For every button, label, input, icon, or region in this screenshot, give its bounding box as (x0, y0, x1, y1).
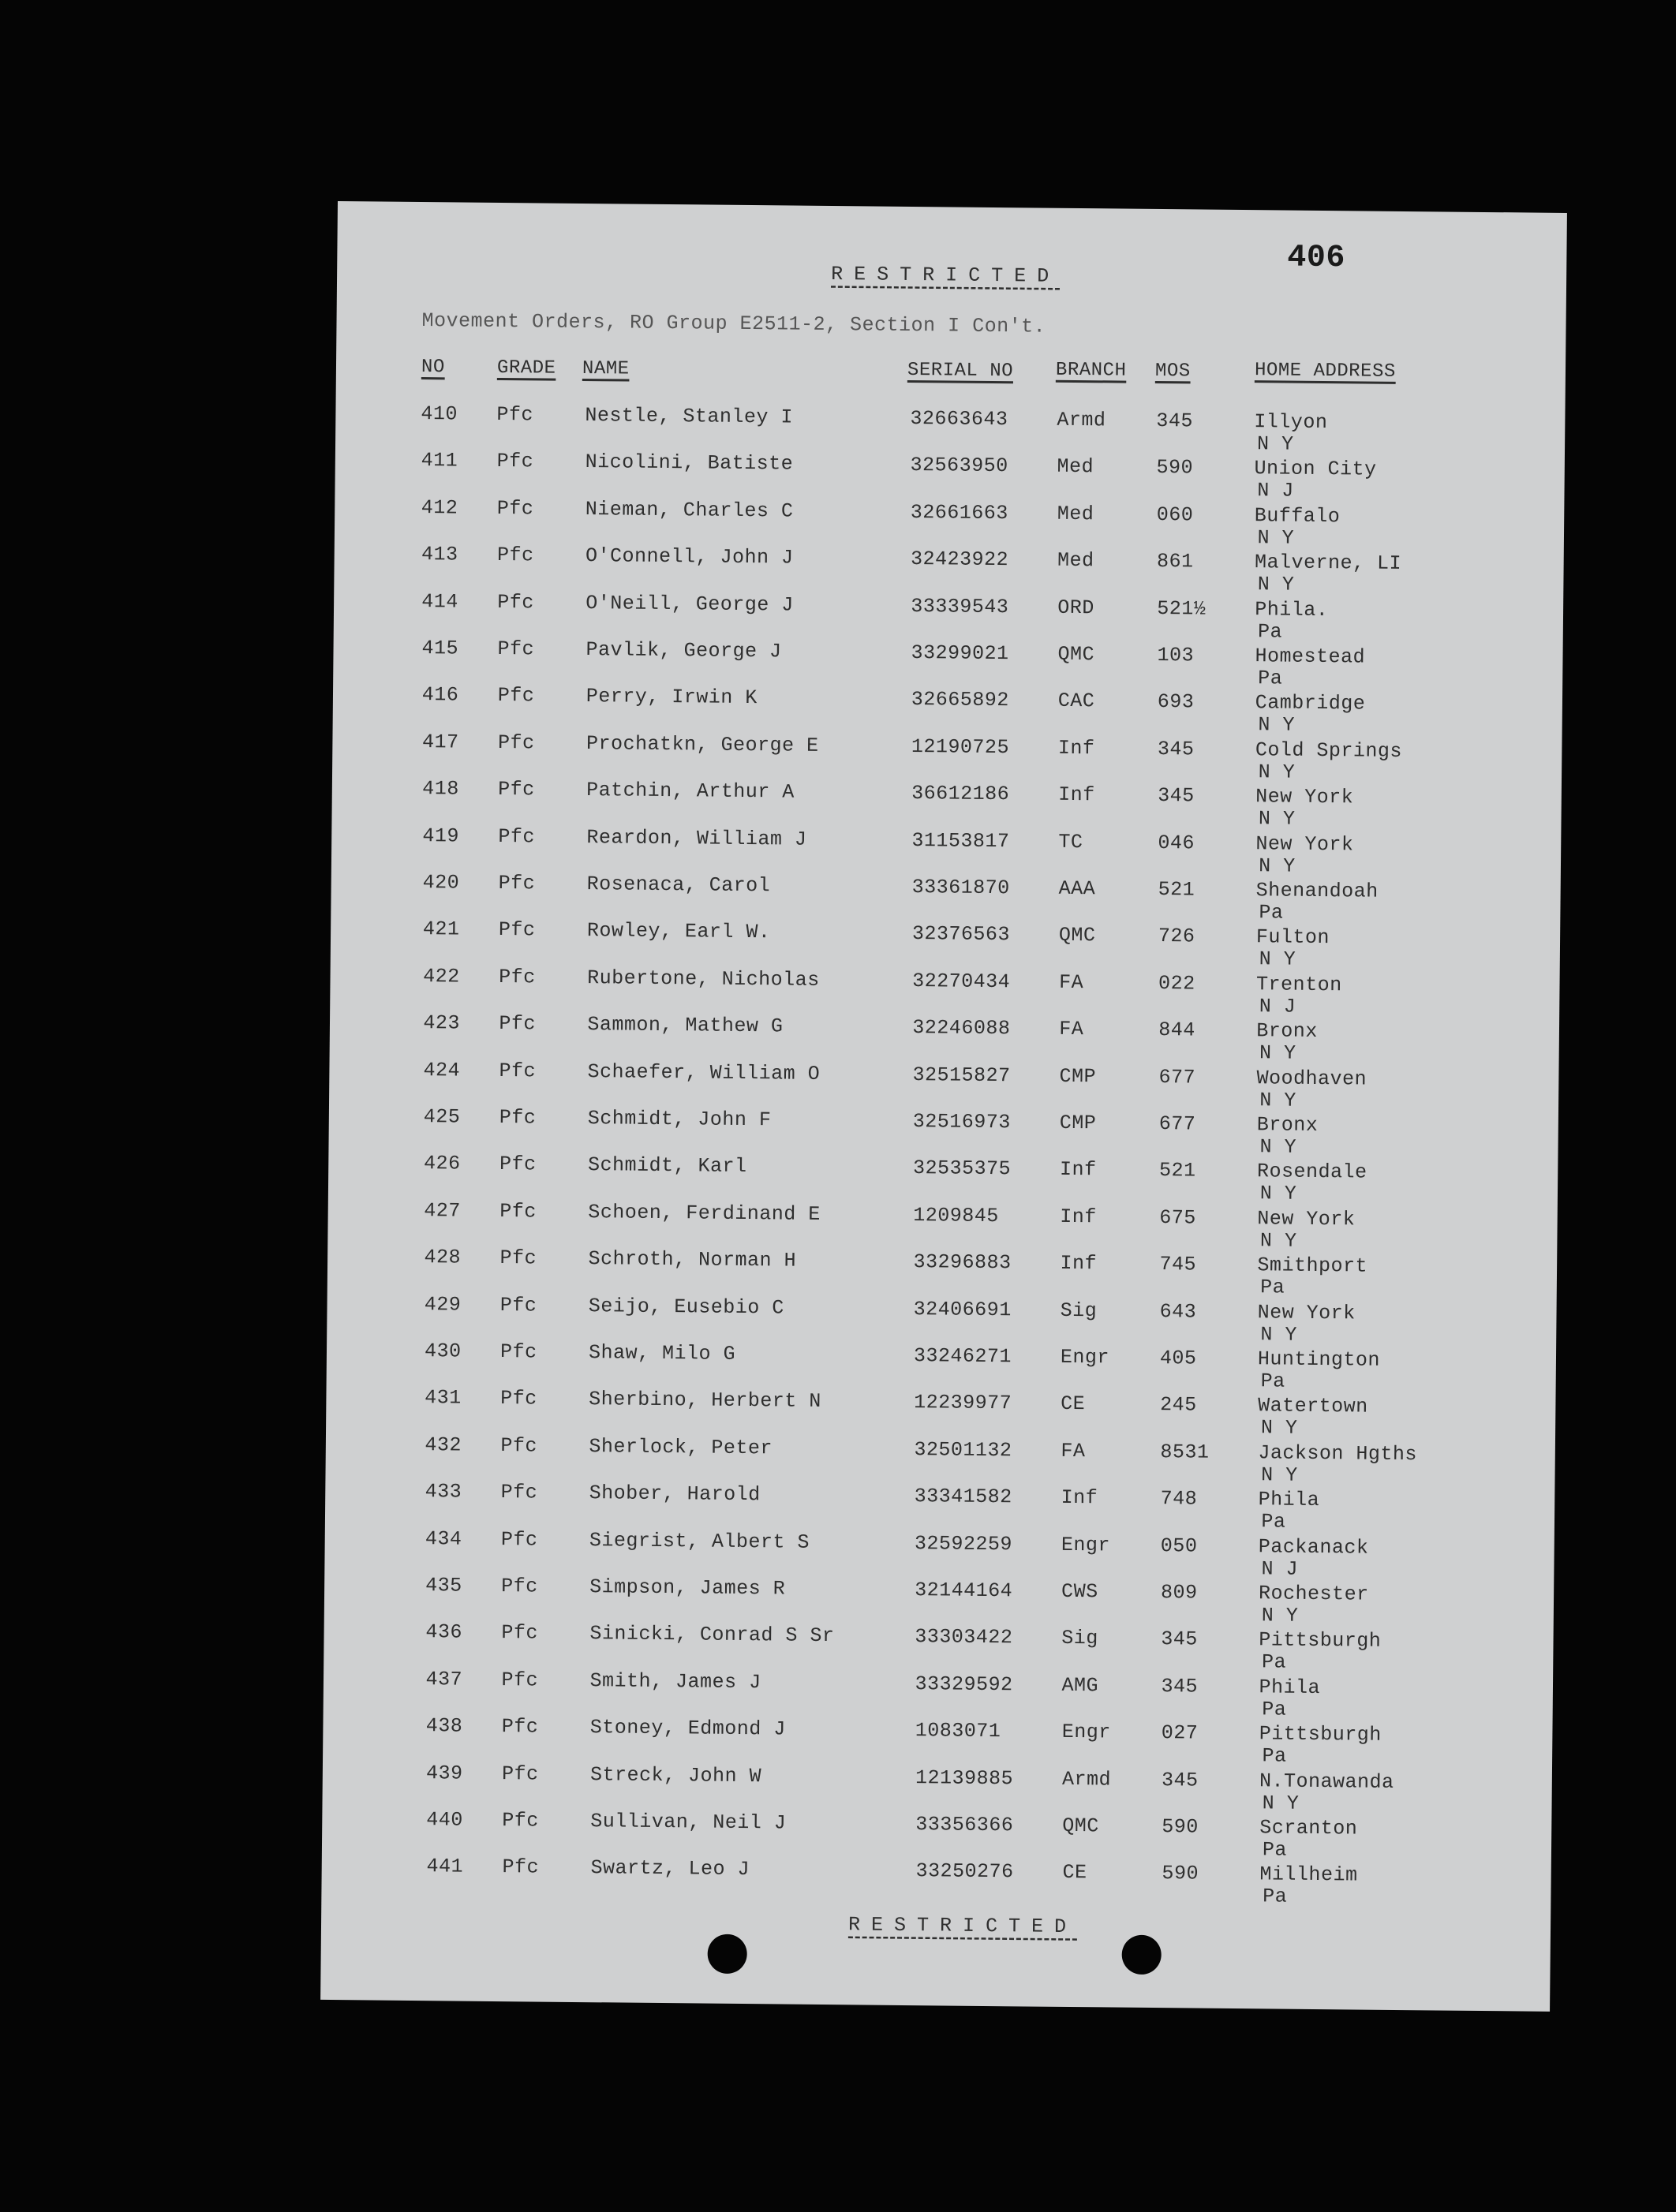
row-number: 424 (423, 1058, 461, 1082)
grade: Pfc (499, 965, 536, 989)
branch: CAC (1057, 689, 1095, 713)
name: Patchin, Arthur A (586, 779, 795, 804)
page-number: 406 (1287, 240, 1346, 277)
home-city: Homestead (1255, 645, 1366, 669)
serial-number: 12190725 (911, 734, 1010, 759)
row-number: 417 (421, 730, 459, 754)
mos: 046 (1158, 831, 1195, 855)
mos: 748 (1160, 1487, 1198, 1511)
branch: CWS (1061, 1579, 1098, 1604)
home-city: Jackson Hgths (1258, 1441, 1418, 1467)
row-number: 413 (421, 543, 458, 566)
serial-number: 36612186 (911, 782, 1010, 806)
row-number: 422 (423, 964, 460, 988)
mos: 677 (1158, 1065, 1196, 1089)
home-state: N Y (1259, 1088, 1296, 1112)
branch: Engr (1060, 1345, 1110, 1369)
punch-hole-right (1121, 1935, 1161, 1975)
column-header-grade: GRADE (496, 357, 556, 379)
mos: 345 (1156, 409, 1194, 433)
mos: 345 (1157, 737, 1195, 761)
document-page (320, 201, 1567, 2012)
home-city: Pittsburgh (1259, 1722, 1382, 1747)
mos: 521 (1158, 878, 1195, 902)
serial-number: 32406691 (913, 1297, 1012, 1321)
branch: ORD (1057, 596, 1094, 619)
name: Siegrist, Albert S (589, 1528, 810, 1554)
serial-number: 1083071 (915, 1719, 1001, 1743)
home-city: Huntington (1257, 1347, 1381, 1372)
grade: Pfc (499, 1153, 537, 1176)
home-state: N Y (1257, 573, 1295, 596)
mos: 521½ (1157, 596, 1206, 621)
branch: Sig (1060, 1298, 1098, 1322)
grade: Pfc (498, 918, 536, 942)
home-state: N J (1261, 1556, 1299, 1581)
row-number: 412 (421, 495, 458, 520)
serial-number: 1209845 (913, 1203, 999, 1227)
row-number: 441 (426, 1855, 464, 1879)
branch: Inf (1057, 736, 1095, 760)
branch: FA (1058, 970, 1084, 994)
mos: 245 (1160, 1393, 1197, 1417)
serial-number: 32270434 (912, 969, 1011, 994)
home-state: N Y (1261, 1604, 1299, 1627)
name: Seijo, Eusebio C (588, 1294, 784, 1320)
home-state: N Y (1260, 1322, 1298, 1347)
branch: Med (1057, 502, 1094, 526)
mos: 809 (1160, 1581, 1198, 1605)
mos: 677 (1158, 1112, 1196, 1136)
mos: 590 (1162, 1862, 1199, 1885)
home-state: N Y (1261, 1463, 1298, 1487)
home-city: Cambridge (1255, 691, 1366, 716)
home-state: N Y (1259, 1041, 1296, 1065)
home-state: Pa (1263, 1885, 1288, 1909)
mos: 726 (1158, 925, 1195, 948)
branch: FA (1061, 1439, 1086, 1463)
home-state: Pa (1260, 1276, 1285, 1299)
home-state: N Y (1258, 807, 1296, 831)
home-city: N.Tonawanda (1259, 1769, 1394, 1794)
serial-number: 32516973 (912, 1110, 1012, 1134)
home-city: Union City (1254, 457, 1377, 482)
row-number: 426 (423, 1152, 461, 1175)
column-header-address: HOME ADDRESS (1254, 360, 1396, 383)
home-state: Pa (1260, 1369, 1285, 1393)
grade: Pfc (498, 778, 535, 801)
row-number: 425 (423, 1105, 461, 1129)
home-state: Pa (1257, 619, 1283, 644)
serial-number: 32535375 (912, 1156, 1012, 1181)
row-number: 421 (422, 917, 460, 941)
column-header-serial: SERIAL NO (907, 359, 1014, 383)
row-number: 419 (422, 824, 460, 848)
name: Schmidt, Karl (587, 1153, 747, 1179)
mos: 050 (1160, 1534, 1198, 1558)
name: Schmidt, John F (587, 1107, 772, 1132)
home-state: Pa (1261, 1650, 1287, 1675)
column-header-name: NAME (582, 357, 630, 380)
serial-number: 33329592 (915, 1672, 1013, 1697)
name: Smith, James J (589, 1668, 761, 1694)
row-number: 432 (425, 1433, 462, 1457)
row-number: 415 (421, 637, 459, 660)
name: Nieman, Charles C (585, 497, 794, 523)
name: Sammon, Mathew G (587, 1013, 784, 1038)
mos: 103 (1157, 643, 1195, 667)
serial-number: 32515827 (912, 1063, 1011, 1087)
mos: 060 (1156, 503, 1194, 527)
grade: Pfc (497, 730, 535, 755)
grade: Pfc (498, 824, 536, 849)
punch-hole-left (707, 1934, 746, 1974)
mos: 861 (1156, 550, 1194, 574)
home-city: Buffalo (1254, 503, 1341, 529)
home-city: Smithport (1257, 1254, 1368, 1278)
grade: Pfc (500, 1433, 538, 1458)
grade: Pfc (502, 1809, 539, 1833)
home-city: Bronx (1256, 1113, 1319, 1137)
home-city: New York (1255, 785, 1354, 809)
grade: Pfc (499, 1012, 537, 1036)
serial-number: 32563950 (910, 454, 1008, 478)
grade: Pfc (499, 1059, 537, 1083)
row-number: 411 (421, 449, 458, 473)
home-state: N Y (1259, 1182, 1297, 1206)
branch: Armd (1061, 1767, 1112, 1792)
serial-number: 32663643 (910, 406, 1008, 432)
branch: Inf (1060, 1205, 1097, 1229)
home-city: Malverne, LI (1254, 551, 1402, 576)
mos: 745 (1159, 1253, 1197, 1276)
row-number: 414 (421, 589, 458, 614)
name: Nicolini, Batiste (585, 450, 794, 476)
home-state: N Y (1259, 1135, 1297, 1159)
serial-number: 32661663 (910, 500, 1009, 525)
row-number: 416 (421, 683, 459, 707)
branch: Sig (1061, 1627, 1099, 1650)
branch: Armd (1057, 408, 1106, 432)
row-number: 438 (425, 1714, 463, 1738)
home-state: N Y (1259, 947, 1296, 972)
branch: Inf (1058, 783, 1095, 807)
name: Schaefer, William O (587, 1059, 821, 1085)
home-state: N Y (1257, 526, 1295, 550)
name: O'Neill, George J (585, 591, 794, 617)
name: Sullivan, Neil J (590, 1810, 787, 1835)
home-city: Fulton (1255, 925, 1330, 950)
mos: 590 (1162, 1815, 1199, 1839)
serial-number: 31153817 (911, 828, 1010, 853)
grade: Pfc (499, 1293, 537, 1317)
branch: AAA (1058, 876, 1096, 901)
grade: Pfc (499, 1340, 537, 1364)
grade: Pfc (501, 1762, 539, 1786)
home-state: Pa (1262, 1838, 1288, 1862)
name: O'Connell, John J (585, 544, 794, 570)
serial-number: 33299021 (911, 641, 1009, 666)
row-number: 439 (425, 1761, 463, 1785)
mos: 590 (1156, 456, 1194, 480)
home-state: N Y (1259, 854, 1296, 878)
name: Perry, Irwin K (585, 685, 758, 710)
serial-number: 12139885 (915, 1765, 1014, 1790)
grade: Pfc (499, 1199, 537, 1224)
mos: 675 (1159, 1205, 1196, 1230)
branch: CE (1062, 1861, 1087, 1885)
home-city: Rosendale (1256, 1160, 1367, 1184)
mos: 345 (1158, 784, 1195, 808)
column-header-mos: MOS (1154, 360, 1191, 383)
home-state: N Y (1260, 1416, 1298, 1440)
serial-number: 32246088 (912, 1016, 1011, 1041)
row-number: 440 (426, 1808, 463, 1832)
mos: 345 (1161, 1768, 1199, 1792)
home-city: Scranton (1259, 1816, 1358, 1840)
row-number: 429 (424, 1292, 462, 1317)
mos: 844 (1158, 1018, 1196, 1042)
name: Pavlik, George J (585, 638, 782, 663)
serial-number: 33296883 (913, 1250, 1012, 1275)
mos: 8531 (1160, 1440, 1210, 1464)
grade: Pfc (496, 402, 534, 427)
row-number: 427 (424, 1198, 461, 1223)
name: Schoen, Ferdinand E (588, 1200, 821, 1226)
home-state: N Y (1258, 760, 1296, 784)
home-city: Shenandoah (1255, 879, 1379, 903)
grade: Pfc (497, 590, 534, 615)
home-city: Watertown (1258, 1394, 1368, 1418)
grade: Pfc (497, 684, 535, 708)
home-state: Pa (1262, 1744, 1287, 1768)
serial-number: 33339543 (911, 594, 1009, 618)
branch: Inf (1059, 1158, 1097, 1182)
home-city: Pittsburgh (1259, 1628, 1382, 1653)
mos: 027 (1161, 1721, 1199, 1745)
grade: Pfc (496, 450, 534, 473)
grade: Pfc (499, 1246, 537, 1270)
home-state: N Y (1258, 713, 1296, 738)
home-city: Packanack (1258, 1534, 1369, 1560)
mos: 345 (1161, 1627, 1198, 1651)
grade: Pfc (498, 871, 536, 895)
serial-number: 33246271 (913, 1344, 1012, 1369)
serial-number: 33361870 (911, 876, 1010, 900)
row-number: 437 (425, 1667, 463, 1691)
serial-number: 32665892 (911, 688, 1009, 712)
serial-number: 32376563 (911, 922, 1011, 947)
home-city: New York (1257, 1300, 1356, 1325)
name: Prochatkn, George E (585, 731, 819, 757)
mos: 693 (1157, 690, 1195, 714)
home-state: Pa (1261, 1510, 1286, 1534)
row-number: 418 (422, 777, 459, 801)
branch: QMC (1057, 642, 1095, 667)
grade: Pfc (501, 1575, 538, 1598)
home-city: Millheim (1259, 1863, 1358, 1887)
name: Shober, Harold (589, 1482, 761, 1507)
home-city: Phila (1259, 1676, 1321, 1699)
serial-number: 12239977 (914, 1391, 1012, 1415)
home-state: N Y (1262, 1791, 1300, 1815)
grade: Pfc (501, 1715, 539, 1739)
mos: 022 (1158, 971, 1195, 996)
serial-number: 33250276 (915, 1859, 1014, 1884)
home-city: Illyon (1254, 410, 1328, 435)
name: Nestle, Stanley I (585, 404, 794, 429)
name: Simpson, James R (589, 1575, 786, 1601)
grade: Pfc (496, 544, 534, 567)
serial-number: 32423922 (910, 547, 1009, 572)
serial-number: 33303422 (915, 1625, 1013, 1650)
home-city: New York (1257, 1207, 1356, 1231)
name: Rowley, Earl W. (586, 919, 771, 944)
home-state: Pa (1258, 667, 1283, 690)
grade: Pfc (502, 1855, 540, 1879)
home-state: N Y (1259, 1229, 1297, 1253)
name: Shaw, Milo G (588, 1341, 736, 1366)
row-number: 423 (423, 1011, 461, 1035)
branch: FA (1059, 1018, 1084, 1041)
branch: Inf (1061, 1486, 1098, 1510)
home-city: Cold Springs (1255, 738, 1403, 763)
row-number: 428 (424, 1246, 462, 1269)
branch: Inf (1060, 1252, 1098, 1276)
branch: Med (1057, 548, 1094, 573)
row-number: 435 (425, 1574, 462, 1597)
home-city: Phila (1258, 1488, 1320, 1512)
branch: CE (1061, 1392, 1086, 1416)
home-city: Phila. (1255, 597, 1329, 622)
mos: 521 (1158, 1159, 1196, 1183)
name: Reardon, William J (586, 825, 807, 851)
branch: CMP (1059, 1111, 1097, 1135)
name: Rubertone, Nicholas (587, 966, 820, 992)
mos: 643 (1159, 1299, 1197, 1324)
home-city: Bronx (1256, 1019, 1318, 1044)
branch: QMC (1058, 924, 1096, 947)
branch: QMC (1062, 1814, 1099, 1838)
home-city: Rochester (1258, 1582, 1369, 1606)
document-subtitle: Movement Orders, RO Group E2511-2, Section I Con't. (421, 309, 1046, 338)
name: Sherlock, Peter (589, 1434, 773, 1460)
serial-number: 33341582 (914, 1485, 1012, 1509)
row-number: 410 (421, 402, 458, 426)
serial-number: 33356366 (915, 1813, 1014, 1837)
name: Sherbino, Herbert N (589, 1388, 821, 1414)
grade: Pfc (500, 1481, 538, 1504)
row-number: 420 (422, 871, 460, 895)
grade: Pfc (501, 1668, 539, 1692)
name: Sinicki, Conrad S Sr (589, 1622, 835, 1648)
column-header-branch: BRANCH (1055, 359, 1127, 382)
restricted-header: RESTRICTED (831, 263, 1061, 288)
home-state: N Y (1256, 432, 1294, 456)
grade: Pfc (501, 1621, 539, 1645)
grade: Pfc (496, 496, 534, 521)
row-number: 436 (425, 1620, 463, 1644)
row-number: 431 (425, 1386, 462, 1410)
name: Swartz, Leo J (590, 1856, 750, 1881)
home-state: N J (1259, 995, 1296, 1018)
column-header-no: NO (421, 357, 445, 379)
branch: CMP (1059, 1064, 1097, 1088)
mos: 345 (1161, 1674, 1199, 1698)
home-city: New York (1255, 831, 1354, 856)
grade: Pfc (499, 1106, 537, 1130)
serial-number: 32592259 (914, 1531, 1013, 1556)
home-city: Woodhaven (1256, 1066, 1367, 1091)
branch: AMG (1061, 1673, 1099, 1698)
branch: Engr (1061, 1533, 1111, 1557)
mos: 405 (1159, 1347, 1197, 1370)
serial-number: 32144164 (914, 1579, 1013, 1603)
home-state: N J (1257, 479, 1294, 503)
name: Schroth, Norman H (588, 1247, 797, 1272)
home-city: Trenton (1255, 973, 1342, 997)
serial-number: 32501132 (914, 1437, 1012, 1463)
restricted-footer: RESTRICTED (847, 1913, 1078, 1939)
row-number: 430 (424, 1340, 462, 1363)
home-state: Pa (1259, 901, 1284, 925)
name: Streck, John W (589, 1762, 762, 1788)
grade: Pfc (500, 1387, 537, 1411)
grade: Pfc (497, 637, 535, 661)
name: Rosenaca, Carol (586, 872, 771, 898)
row-number: 434 (425, 1526, 462, 1551)
branch: Med (1057, 455, 1094, 479)
row-number: 433 (425, 1480, 462, 1504)
home-state: Pa (1262, 1698, 1287, 1721)
name: Stoney, Edmond J (589, 1716, 787, 1741)
branch: TC (1058, 830, 1083, 854)
grade: Pfc (500, 1527, 538, 1552)
branch: Engr (1061, 1721, 1111, 1744)
